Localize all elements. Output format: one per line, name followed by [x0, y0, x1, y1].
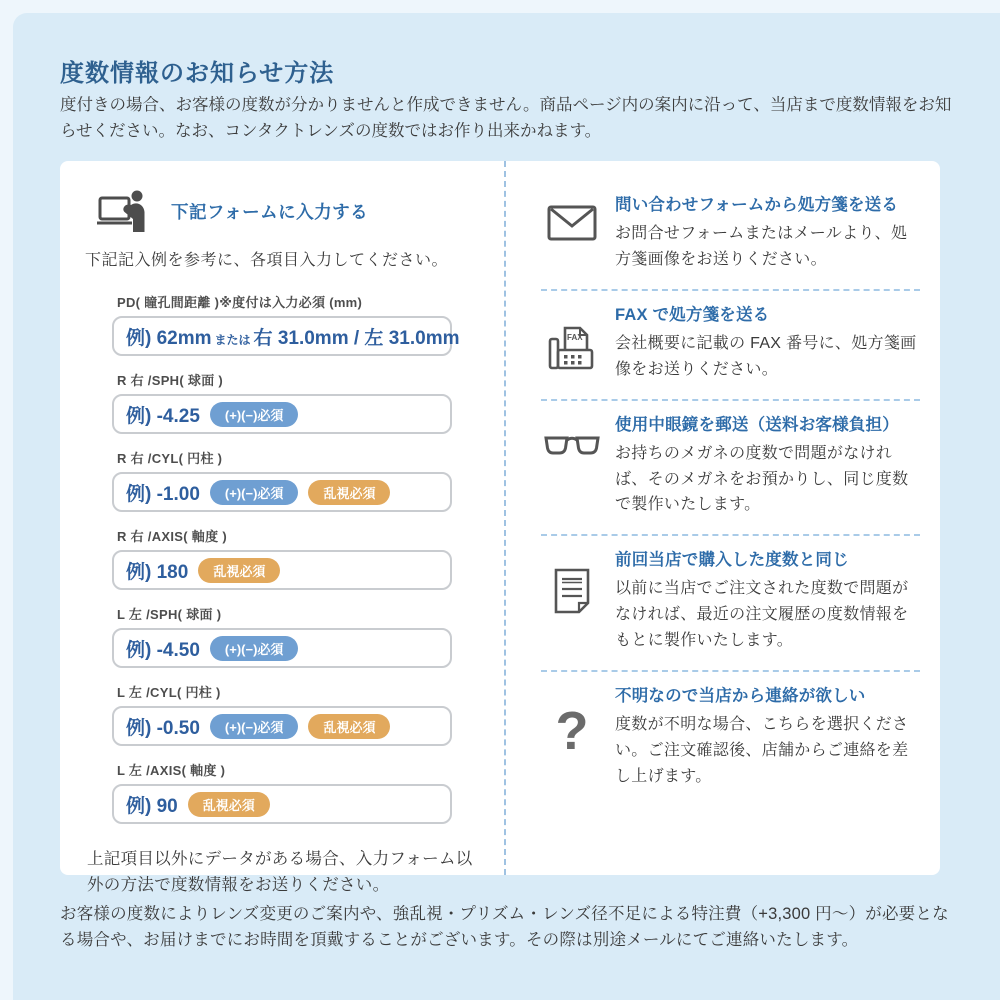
field-label-r-cyl: R 右 /CYL( 円柱 )	[117, 451, 223, 466]
field-label-l-cyl: L 左 /CYL( 円柱 )	[117, 685, 221, 700]
method-fax	[541, 291, 920, 401]
method-body: 度数が不明な場合、こちらを選択ください。ご注文確認後、店舗からご連絡を差し上げます。	[615, 716, 909, 785]
field-example-r-axis: 例) 180 乱視必須	[112, 550, 452, 590]
plus-minus-required-badge: (+)(−)必須	[210, 402, 299, 427]
field-label-l-axis: L 左 /AXIS( 軸度 )	[117, 763, 226, 778]
field-example-pd	[112, 316, 460, 356]
field-example-l-cyl: 例) -0.50 (+)(−)必須 乱視必須	[112, 706, 452, 746]
method-text	[615, 546, 917, 654]
method-body: 会社概要に記載の FAX 番号に、処方箋画像をお送りください。	[615, 334, 917, 378]
main-card	[60, 161, 940, 895]
method-body: お持ちのメガネの度数で問題がなければ、そのメガネをお預かりし、同じ度数で製作いたします。	[615, 444, 909, 514]
document-icon	[541, 546, 603, 654]
glasses-icon	[541, 411, 603, 519]
form-rows	[85, 292, 482, 824]
question-icon: ?	[555, 701, 589, 762]
astigmatism-required-badge: 乱視必須	[308, 714, 390, 739]
plus-minus-required-badge: (+)(−)必須	[210, 480, 299, 505]
astigmatism-required-badge: 乱視必須	[308, 480, 390, 505]
plus-minus-required-badge: (+)(−)必須	[210, 636, 299, 661]
field-label-l-sph: L 左 /SPH( 球面 )	[117, 607, 222, 622]
form-instruction: 下記記入例を参考に、各項目入力してください。	[85, 252, 449, 269]
computer-person-icon	[97, 189, 149, 233]
method-heading: 不明なので当店から連絡が欲しい	[615, 687, 866, 706]
method-heading: 前回当店で購入した度数と同じ	[615, 551, 849, 570]
field-label-r-sph: R 右 /SPH( 球面 )	[117, 373, 224, 388]
envelope-icon	[541, 191, 603, 273]
astigmatism-required-badge: 乱視必須	[198, 558, 280, 583]
field-example-r-cyl: 例) -1.00 (+)(−)必須 乱視必須	[112, 472, 452, 512]
method-previous-order	[541, 536, 920, 672]
method-body: 以前に当店でご注文された度数で問題がなければ、最近の注文履歴の度数情報をもとに製作いたします。	[615, 580, 909, 650]
method-mail-glasses	[541, 401, 920, 537]
field-example-l-sph: 例) -4.50 (+)(−)必須	[112, 628, 452, 668]
method-heading: FAX で処方箋を送る	[615, 305, 770, 324]
fax-icon	[541, 301, 603, 383]
method-text	[615, 411, 917, 519]
method-body: お問合せフォームまたはメールより、処方箋画像をお送りください。	[615, 225, 908, 268]
method-text	[615, 191, 917, 273]
method-heading: 使用中眼鏡を郵送（送料お客様負担）	[615, 415, 899, 434]
method-unknown	[541, 672, 920, 806]
methods-column	[506, 161, 940, 875]
form-heading: 下記フォームに入力する	[171, 201, 369, 222]
footer-note: お客様の度数によりレンズ変更のご案内や、強乱視・プリズム・レンズ径不足による特注費（+3,300 円〜）が必要となる場合や、お届けまでにお時間を頂戴することがございます。その際は別途メールにてご連絡いたします。	[60, 905, 949, 950]
page-title: 度数情報のお知らせ方法	[60, 60, 335, 87]
form-column	[60, 161, 506, 895]
field-label-r-axis: R 右 /AXIS( 軸度 )	[117, 529, 227, 544]
field-label-pd: PD( 瞳孔間距離 )※度付は入力必須 (mm)	[117, 295, 363, 310]
form-note: 上記項目以外にデータがある場合、入力フォーム以外の方法で度数情報をお送りください。	[87, 850, 473, 895]
plus-minus-required-badge: (+)(−)必須	[210, 714, 299, 739]
method-text	[615, 301, 917, 383]
page-content	[13, 13, 1000, 1000]
field-example-r-sph: 例) -4.25 (+)(−)必須	[112, 394, 452, 434]
method-contact-form	[541, 185, 920, 291]
form-header	[97, 189, 482, 233]
field-example-text: 例) 62mm または 右 31.0mm / 左 31.0mm	[126, 327, 460, 349]
astigmatism-required-badge: 乱視必須	[188, 792, 270, 817]
method-heading: 問い合わせフォームから処方箋を送る	[615, 196, 899, 214]
intro-text: 度付きの場合、お客様の度数が分かりませんと作成できません。商品ページ内の案内に沿って、当店まで度数情報をお知らせください。なお、コンタクトレンズの度数ではお作り出来かねます。	[60, 96, 952, 140]
svg-text:FAX: FAX	[567, 332, 583, 342]
field-example-l-axis: 例) 90 乱視必須	[112, 784, 452, 824]
method-text	[615, 682, 917, 790]
